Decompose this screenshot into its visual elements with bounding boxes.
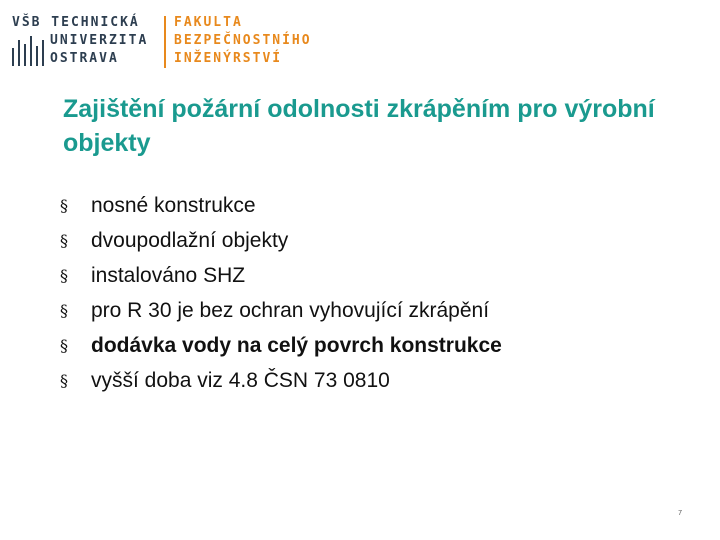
bullet-text: instalováno SHZ — [91, 264, 246, 287]
bullet-item — [60, 225, 680, 260]
logo-divider — [164, 16, 166, 68]
logo-left-line-1: VŠB TECHNICKÁ — [12, 15, 140, 30]
bullet-text: nosné konstrukce — [91, 194, 256, 217]
bullet-text: dvoupodlažní objekty — [91, 229, 289, 252]
logo-left-line-2: UNIVERZITA — [50, 33, 149, 48]
bullet-marker: § — [60, 196, 68, 215]
slide-title: Zajištění požární odolnosti zkrápěním pro výrobní objekty — [63, 95, 655, 157]
logo-right-line-3: INŽENÝRSTVÍ — [174, 51, 283, 66]
bullet-item — [60, 330, 680, 365]
vsb-logo — [12, 14, 312, 70]
bullet-text: vyšší doba viz 4.8 ČSN 73 0810 — [91, 369, 390, 392]
logo-right-line-1: FAKULTA — [174, 15, 243, 30]
bullet-text: dodávka vody na celý povrch konstrukce — [91, 334, 502, 357]
logo-university-name — [12, 14, 140, 32]
logo-faculty-name — [174, 14, 312, 68]
bullet-list — [60, 190, 680, 400]
bullet-marker: § — [60, 231, 68, 250]
logo-university-lines — [50, 32, 148, 68]
bullet-item — [60, 260, 680, 295]
bullet-text: pro R 30 je bez ochran vyhovující zkrápění — [91, 299, 490, 322]
bullet-marker: § — [60, 336, 68, 355]
bullet-marker: § — [60, 301, 68, 320]
bullet-item — [60, 295, 680, 330]
bullet-item — [60, 190, 680, 225]
bullet-marker: § — [60, 371, 68, 390]
logo-left-line-3: OSTRAVA — [50, 51, 119, 66]
logo-bars-icon — [12, 36, 48, 66]
bullet-item — [60, 365, 680, 400]
bullet-marker: § — [60, 266, 68, 285]
page-number: 7 — [678, 510, 682, 517]
logo-right-line-2: BEZPEČNOSTNÍHO — [174, 33, 312, 48]
